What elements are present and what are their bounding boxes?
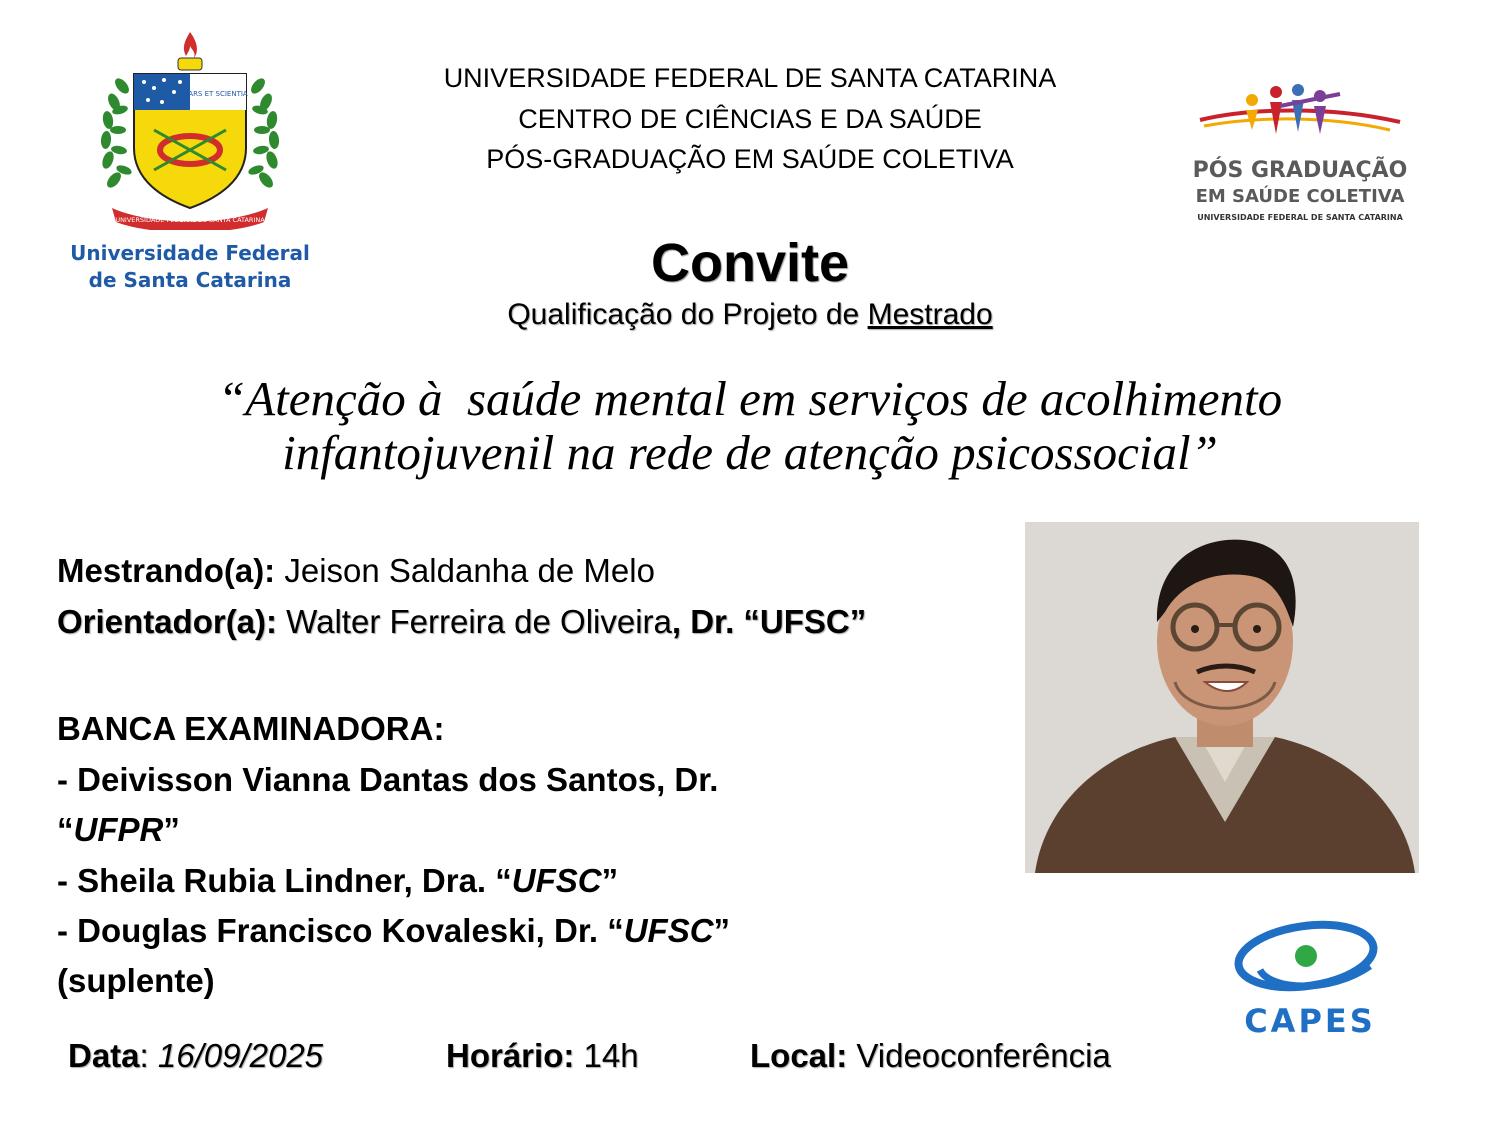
advisor-name: Walter Ferreira de Oliveira <box>277 603 672 640</box>
student-line <box>57 546 1017 596</box>
banca-member-2: - Sheila Rubia Lindner, Dra. “UFSC” <box>57 862 619 899</box>
thesis-title-line1: “Atenção à saúde mental em serviços de acolhimento <box>217 371 1283 426</box>
banca-member-1-institution: “UFPR” <box>57 811 180 848</box>
ppg-logo-line3: UNIVERSIDADE FEDERAL DE SANTA CATARINA <box>1197 213 1403 222</box>
svg-text:CAPES: CAPES <box>1244 1002 1376 1040</box>
ppg-logo-line2: EM SAÚDE COLETIVA <box>1195 186 1405 207</box>
svg-text:UNIVERSIDADE FEDERAL DE SANTA: UNIVERSIDADE FEDERAL DE SANTA CATARINA <box>115 216 265 224</box>
ppg-logo-line1: PÓS GRADUAÇÃO <box>1192 158 1408 183</box>
time-value: 14h <box>574 1037 639 1074</box>
banca-member-3-name: Douglas Francisco Kovaleski, Dr. “ <box>77 912 624 949</box>
thesis-title <box>60 372 1440 480</box>
place-label: Local: <box>750 1037 848 1074</box>
banca-member-1-name: Deivisson Vianna Dantas dos Santos, Dr. <box>77 761 719 798</box>
page-title: Convite <box>650 233 850 293</box>
ufsc-logo <box>52 18 328 294</box>
subtitle <box>300 295 1200 335</box>
student-label: Mestrando(a): <box>57 552 276 589</box>
ufsc-logo-line1: Universidade Federal <box>70 241 310 265</box>
portrait-image <box>1025 522 1419 873</box>
time-label: Horário: <box>446 1037 575 1074</box>
student-photo <box>1025 522 1419 873</box>
ufsc-crest-icon <box>92 30 288 230</box>
banca-member-1: - Deivisson Vianna Dantas dos Santos, Dr. <box>57 761 719 798</box>
footer-place <box>750 1034 1111 1078</box>
student-name: Jeison Saldanha de Melo <box>275 552 655 589</box>
banca-heading: BANCA EXAMINADORA: <box>57 710 445 747</box>
svg-text:ARS ET SCIENTIA: ARS ET SCIENTIA <box>188 90 248 98</box>
advisor-line <box>57 597 1017 647</box>
people-figures-icon <box>1180 70 1420 150</box>
banca-member-2-name: Sheila Rubia Lindner, Dra. “ <box>77 862 512 899</box>
advisor-label: Orientador(a): <box>57 603 278 640</box>
advisor-suffix: , Dr. “UFSC” <box>671 603 867 640</box>
thesis-title-line2: infantojuvenil na rede de atenção psicossocial” <box>282 425 1218 480</box>
date-value: 16/09/2025 <box>157 1037 324 1074</box>
capes-logo <box>1230 910 1390 1040</box>
subtitle-underlined: Mestrado <box>867 298 993 331</box>
header-program: PÓS-GRADUAÇÃO EM SAÚDE COLETIVA <box>486 144 1014 174</box>
footer-date: Data: 16/09/2025 <box>68 1037 324 1074</box>
banca-member-3-note: (suplente) <box>57 962 215 999</box>
date-label: Data <box>68 1037 140 1074</box>
ufsc-logo-line2: de Santa Catarina <box>88 268 292 292</box>
subtitle-prefix: Qualificação do Projeto de <box>507 298 868 331</box>
footer-time <box>446 1034 639 1078</box>
ppg-saude-coletiva-logo <box>1180 70 1420 240</box>
header-center: CENTRO DE CIÊNCIAS E DA SAÚDE <box>518 104 982 134</box>
header-university: UNIVERSIDADE FEDERAL DE SANTA CATARINA <box>443 63 1057 93</box>
banca-member-3: - Douglas Francisco Kovaleski, Dr. “UFSC” <box>57 912 731 949</box>
place-value: Videoconferência <box>847 1037 1111 1074</box>
capes-emblem-icon <box>1230 910 1390 1040</box>
